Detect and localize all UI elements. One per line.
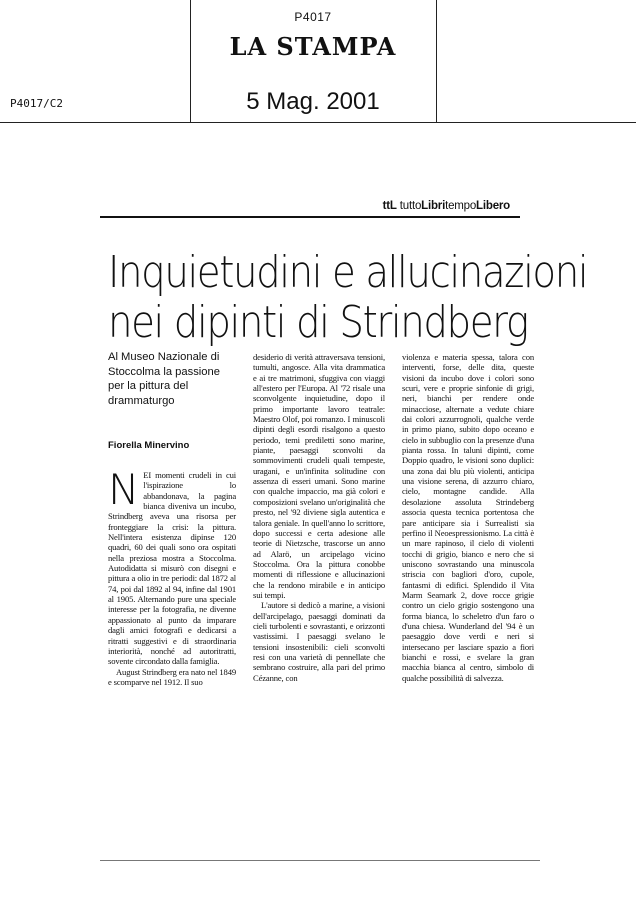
drop-cap: N <box>108 465 140 514</box>
column-3-paragraph-1: violenza e materia spessa, talora con interventi, forse, delle dita, queste visioni da incubo dove i colori sono scuri, vere e proprie sinfonie di grigi, neri, bianchi per rendere onde minacciose, alternate a vedute chiare dai colori azzurrognoli, qualche verde in primo piano, subito dopo oceano e cielo in subbuglio con la presenze d'una pianta rossa. In taluni dipinti, come Doppio quadro, le visioni sono duplici: una zona dai blu più violenti, anticipa una visione serena, di azzurro chiaro, cielo, montagne candide. Alla desolazione assoluta Strindeberg associa questa tecnica portentosa che pare anticipare sia i Surrealisti sia perfino il Neoespressionismo. La città è un mare rapinoso, il cielo di violenti tocchi di grigio, bianco e nero che si uniscono sovrastando una minuscola striscia con bagliori d'oro, cupole, fantasmi di edifici. Splendido il Vita Marm Seamark 2, dove rocce grigie contro un cielo grigio sostengono una forma bianca, lo scheletro d'un faro o d'una chiesa. Wunderland del '94 è un paesaggio dove verdi e neri si intersecano per lasciare spazio a fiori bianchi e rossi, e svelare la gran macchia bianca al centro, simbolo di qualche possibilità di salvezza. <box>402 352 534 683</box>
article-column-3 <box>402 352 534 683</box>
section-rule <box>100 216 520 218</box>
section-part-libri: Libri <box>421 200 446 212</box>
column-2-paragraph-1: desiderio di verità attraversava tensioni, tumulti, angosce. Alla vita drammatica e ai tre matrimoni, sfuggiva con viaggi all'estero per l'Europa. Al '72 risale una sconvolgente inquietudine, dopo il primo importante lavoro teatrale: Maestro Olof, poi romanzo. I minuscoli dipinti degli esordi risalgono a questo periodo, temi prediletti sono marine, piante, paesaggi sconvolti da sommovimenti crudeli quali tempeste, uragani, e un'infinita solitudine con assenza di esseri umani. Sono marine con qualche impaccio, ma già colori e composizioni svelano un'originalità che presto, nel '92 diviene sigla autentica e talora geniale. In quell'anno lo scrittore, dopo successi e certa adesione alle teorie di Nietzsche, trascorse un anno ad Alarö, un arcipelago vicino Stoccolma. Ora la pittura conobbe momenti di riflessione e allucinazioni che la rendono mirabile e in anticipo sui tempi. <box>253 352 385 600</box>
section-part-libero: Libero <box>476 200 510 212</box>
header-bottom-rule <box>0 122 636 123</box>
column-2-paragraph-2: L'autore si dedicò a marine, a visioni dell'arcipelago, paesaggi dominati da cieli turbolenti e sovrastanti, e orizzonti vastissimi. I paesaggi svelano le tensioni insostenibili: cieli sconvolti resi con una varietà di pennellate che sembrano costruire, alla pari del primo Cézanne, con <box>253 600 385 683</box>
section-prefix: ttL <box>382 200 397 212</box>
bottom-rule <box>100 860 540 861</box>
column-1-paragraph-1: EI momenti crudeli in cui l'ispirazione lo abbandonava, la pagina bianca diveniva un incubo, Strindberg aveva una risorsa per fronteggiare la crisi: la pittura. Nell'intera esistenza dipinse 120 quadri, 60 dei quali sono ora ospitati nella preziosa mostra a Stoccolma. Autodidatta si misurò con disegni e pittura a olio in tre periodi: dal 1872 al 74, poi dal 1892 al 94, infine dal 1901 al 1905. Alternando pure una speciale interesse per la fotografia, ne divenne appassionato al punto da imparare dagli amici fotografi e dedicarsi a ritratti suggestivi e di straordinaria interiorità, nonché ad autoritratti, sovente circondato dalla famiglia. <box>108 470 236 667</box>
newspaper-masthead: LA STAMPA <box>229 32 397 61</box>
article-column-1 <box>108 465 236 687</box>
document-code: P4017 <box>294 10 332 24</box>
publication-date: 5 Mag. 2001 <box>246 88 380 115</box>
section-label <box>383 200 510 212</box>
section-part-tempo: tempo <box>445 200 477 212</box>
section-part-tutto: tutto <box>399 200 422 212</box>
article-subheading: Al Museo Nazionale di Stoccolma la passione per la pittura del drammaturgo <box>108 351 220 407</box>
headline-line-2: nei dipinti di Strindberg <box>108 297 528 348</box>
article-column-2 <box>253 352 385 683</box>
article-author: Fiorella Minervino <box>108 440 190 451</box>
article-headline <box>108 247 588 348</box>
header-divider-right <box>436 0 437 122</box>
document-code-page: P4017/C2 <box>10 97 63 110</box>
column-1-paragraph-2: August Strindberg era nato nel 1849 e scomparve nel 1912. Il suo <box>108 666 236 687</box>
headline-line-1: Inquietudini e allucinazioni <box>108 247 588 298</box>
